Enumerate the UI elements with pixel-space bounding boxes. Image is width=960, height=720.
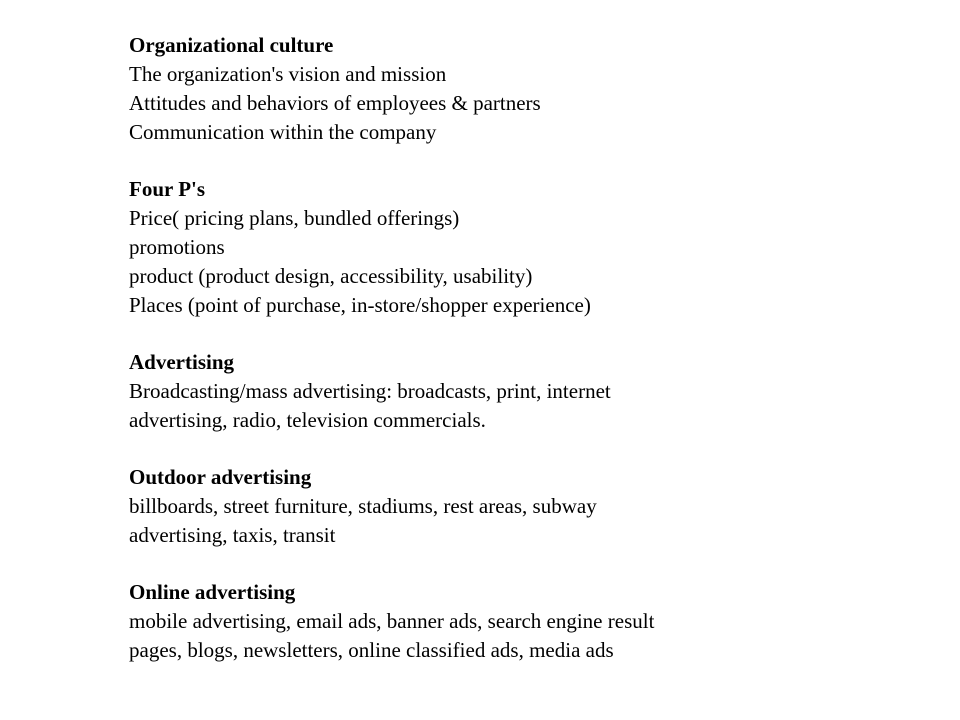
section-line: Communication within the company [129,120,437,144]
section-heading: Outdoor advertising [129,465,312,489]
section-line: Price( pricing plans, bundled offerings) [129,206,460,230]
section-heading: Four P's [129,177,206,201]
section-line: The organization's vision and mission [129,62,447,86]
section-line: pages, blogs, newsletters, online classified ads, media ads [129,638,614,662]
section-line: billboards, street furniture, stadiums, rest areas, subway [129,494,597,518]
section-line: advertising, taxis, transit [129,523,336,547]
section-line: promotions [129,235,225,259]
section-heading: Online advertising [129,580,296,604]
section-four-ps [129,175,849,320]
section-line: Broadcasting/mass advertising: broadcasts, print, internet [129,379,611,403]
section-line: mobile advertising, email ads, banner ads, search engine result [129,609,655,633]
section-organizational-culture [129,31,849,147]
section-heading: Advertising [129,350,234,374]
section-advertising [129,348,849,435]
slide-content [129,31,849,693]
section-line: Attitudes and behaviors of employees & partners [129,91,541,115]
section-outdoor-advertising [129,463,849,550]
section-line: advertising, radio, television commercials. [129,408,486,432]
section-heading: Organizational culture [129,33,334,57]
section-line: product (product design, accessibility, usability) [129,264,533,288]
section-online-advertising [129,578,849,665]
section-line: Places (point of purchase, in-store/shopper experience) [129,293,591,317]
